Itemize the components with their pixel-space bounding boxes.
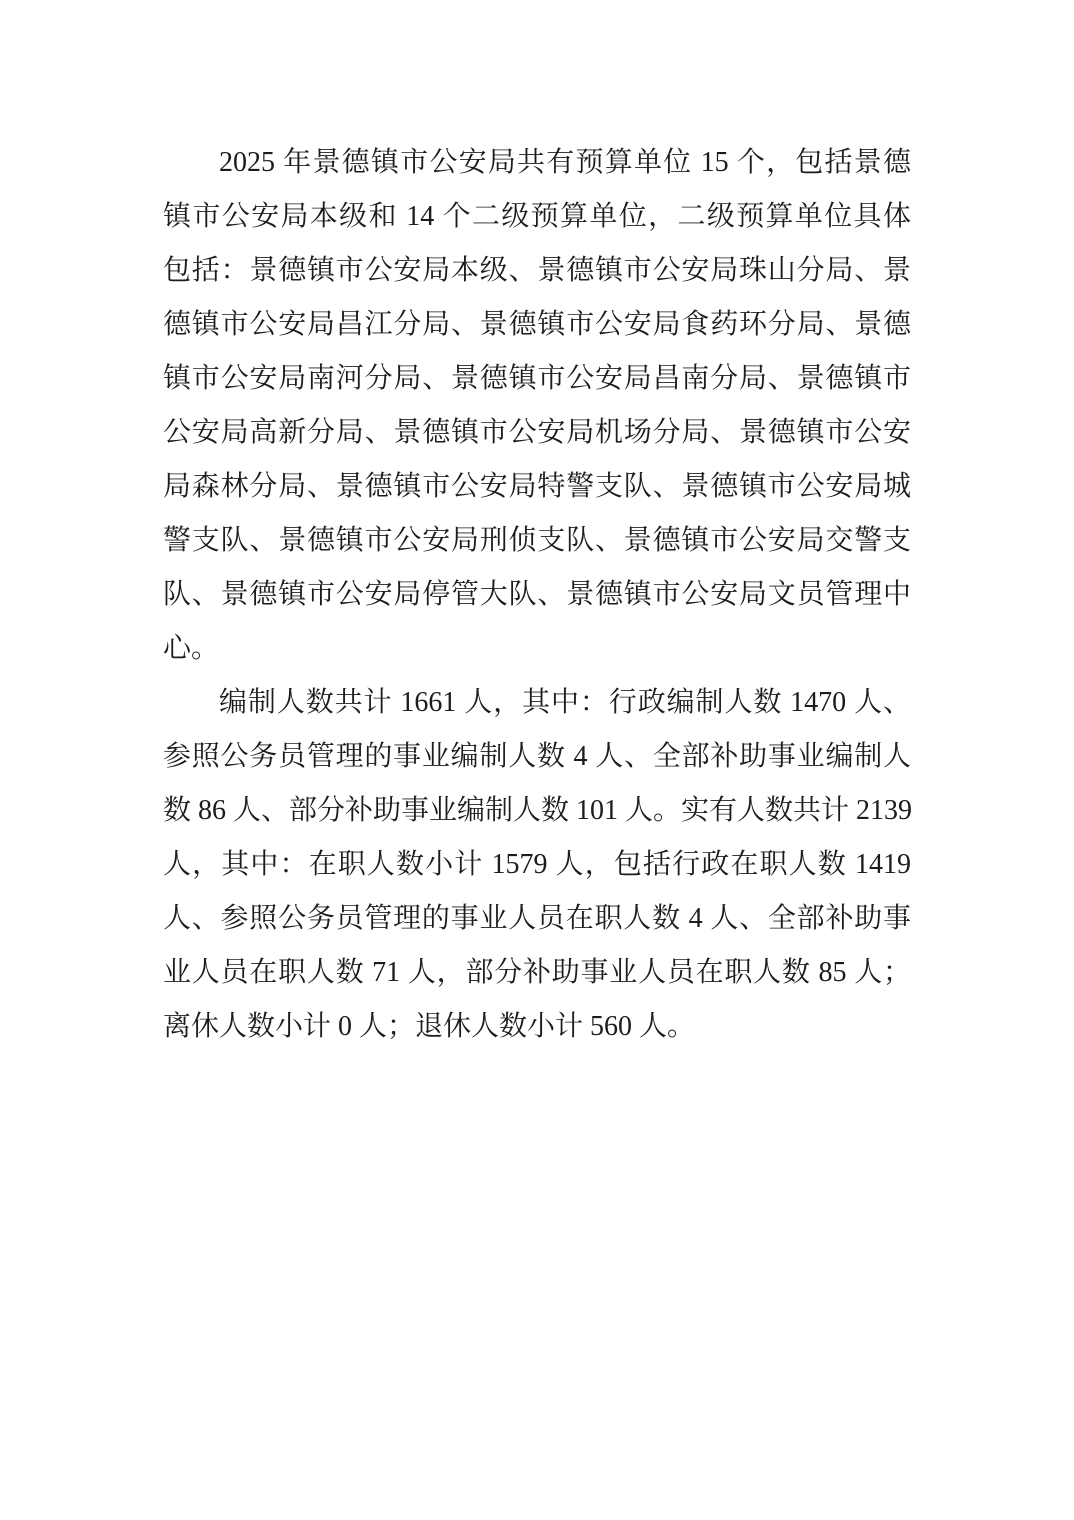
text-line: 编制人数共计 1661 人，其中：行政编制人数 1470 人、 [219,687,911,718]
text-line: 队、景德镇市公安局停管大队、景德镇市公安局文员管理中 [163,579,911,610]
text-line: 数 86 人、部分补助事业编制人数 101 人。实有人数共计 2139 [163,795,913,826]
text-line: 局森林分局、景德镇市公安局特警支队、景德镇市公安局城 [163,471,911,502]
text-line: 业人员在职人数 71 人，部分补助事业人员在职人数 85 人； [163,957,911,988]
staffing-numbers-paragraph [163,676,911,1054]
text-line: 人，其中：在职人数小计 1579 人，包括行政在职人数 1419 [163,849,911,880]
text-line: 参照公务员管理的事业编制人数 4 人、全部补助事业编制人 [163,741,911,772]
text-line: 离休人数小计 0 人；退休人数小计 560 人。 [163,1011,696,1042]
text-line: 人、参照公务员管理的事业人员在职人数 4 人、全部补助事 [163,903,911,934]
text-line: 镇市公安局本级和 14 个二级预算单位，二级预算单位具体 [163,201,911,232]
text-line: 公安局高新分局、景德镇市公安局机场分局、景德镇市公安 [163,417,911,448]
text-line: 心。 [163,633,220,664]
text-line: 镇市公安局南河分局、景德镇市公安局昌南分局、景德镇市 [163,363,911,394]
budget-units-paragraph [163,136,911,676]
text-line: 包括：景德镇市公安局本级、景德镇市公安局珠山分局、景 [163,255,911,286]
text-line: 2025 年景德镇市公安局共有预算单位 15 个，包括景德 [219,147,911,178]
text-line: 警支队、景德镇市公安局刑侦支队、景德镇市公安局交警支 [163,525,911,556]
text-line: 德镇市公安局昌江分局、景德镇市公安局食药环分局、景德 [163,309,911,340]
document-text-body [163,136,911,1054]
